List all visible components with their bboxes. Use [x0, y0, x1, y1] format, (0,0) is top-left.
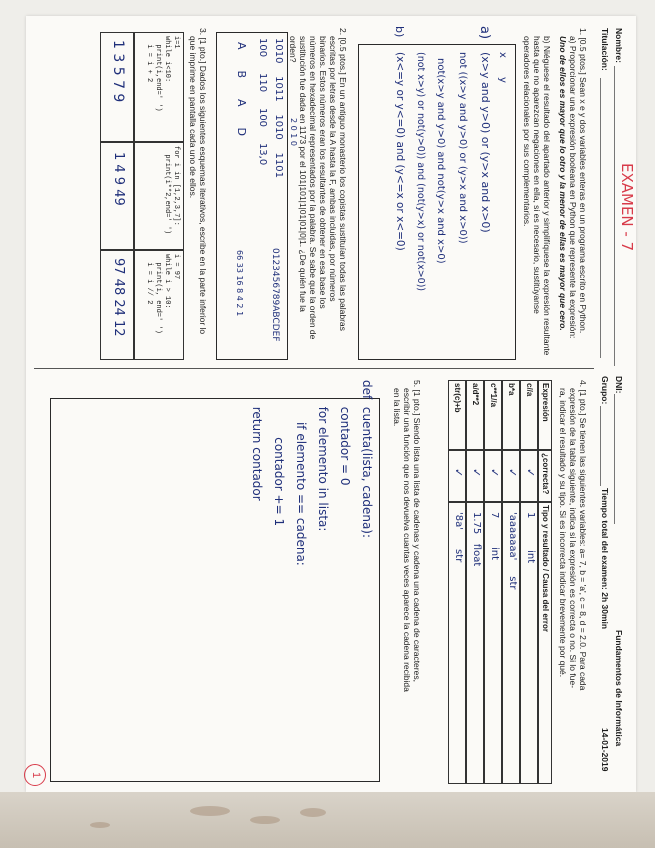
answer-b-line1: not ((x>y and y>0) or (y>x and x>0)) — [457, 52, 468, 244]
q5-line2: escribir una función que nos devuelva cuantas veces aparece la cadena recibida — [402, 388, 412, 692]
q4-result: '8a' str — [453, 512, 464, 563]
q2-hand-letters: A B A D — [235, 42, 248, 137]
answer-xy: x y — [497, 52, 508, 83]
q2-hand-hex: 0123456789ABCDEF — [270, 248, 280, 342]
q2-line1: 2. [0.5 ptos.] En un antiguo monasterio los copistas sustituían todas las palabras — [338, 28, 348, 331]
dni-label: DNI: — [614, 376, 624, 394]
q3-line1: 3. [1 pto.] Dados los siguientes esquemas iterativos, escribe en la parte inferior lo — [198, 28, 208, 335]
q1-line1: 1. [0.5 ptos.] Sean x e y dos variables enteras en un programa escrito en Python. — [578, 28, 588, 334]
q3-code-1: i=1 while i<10: print(i,end=' ') i = i + 2 — [145, 36, 180, 112]
q4-table — [432, 380, 552, 784]
q1-b-line1: b) Niéguese el resultado del apartado anterior y simplifíquese la expresión resultante — [542, 36, 552, 356]
answer-b-line2: not(x>y and y>0) and not(y>x and x>0) — [435, 58, 446, 264]
nombre-label: Nombre: — [614, 28, 624, 63]
q1-b-line2: hasta que no aparezcan negaciones en ella, si es necesario, sustitúyanse — [532, 36, 542, 314]
q4-line2: expresión de la tabla siguiente, indica si la expresión es correcta o no. Si lo fue- — [568, 388, 578, 689]
q4-correct-mark: ✓ — [506, 468, 519, 478]
q4-result: 1.75 float — [471, 512, 482, 567]
q3-code-2: for i in [1,2,3,7]: print(i**2,end=' ') — [163, 146, 180, 235]
q4-header-text: ¿correcta? — [541, 453, 550, 495]
q2-hand-top: 2 0 1 0 — [289, 118, 298, 146]
q3-output-3: 97 48 24 12 — [111, 258, 126, 337]
answer-a-line1: (x>y and y>0) or (y>x and x>0) — [479, 52, 492, 233]
q3-output-1: 1 3 5 7 9 — [110, 40, 126, 103]
tiempo-total: Tiempo total del examen: 2h 30min — [600, 488, 610, 630]
floor-background — [0, 792, 655, 848]
answer-b-line4: (x<=y or y<=0) and (y<=x or x<=0) — [394, 52, 406, 251]
q1-line2: a) Proporcionar una expresión booleana en Python que represente la expresión: — [568, 36, 578, 339]
q2-hand-powers: 66 33 16 8 4 2 1 — [235, 250, 244, 317]
answer-b-label: b) — [393, 26, 406, 38]
q1-b-line3: operadores relacionales por sus complementarios. — [522, 36, 532, 227]
q4-correct-mark: ✓ — [524, 468, 537, 478]
q4-expression: c//a — [525, 383, 534, 397]
q4-header-text: Expresión — [541, 383, 550, 422]
q4-line1: 4. [1 pto.] Se tienen las siguientes variables: a= 7, b = 'a', c = 8, d = 2.0. Para cada — [578, 380, 588, 691]
exam-sheet — [24, 18, 634, 794]
q4-header-text: Tipo y resultado / Causa del error — [541, 505, 550, 632]
q4-expression: a/d**2 — [471, 383, 480, 406]
q4-expression: b*a — [507, 383, 516, 396]
exam-title: EXAMEN - 7 — [618, 163, 636, 252]
q2-line3: binarios. Estos números eran los resultantes de obtener en esa base los — [318, 36, 328, 309]
grupo-label: Grupo: — [600, 376, 610, 405]
q2-line6: orden? — [288, 36, 298, 63]
course-name: Fundamentos de Informática — [614, 630, 624, 747]
q3-line2: que imprime en pantalla cada uno de ellos. — [188, 36, 198, 199]
q5-line3: en la lista. — [392, 388, 402, 427]
q2-line2: escritas por letras desde la A hasta la F, ambas incluidas, por números — [328, 36, 338, 302]
q4-expression: c**1//a — [489, 383, 498, 408]
q4-correct-mark: ✓ — [452, 468, 465, 478]
q2-hand-values: 100 110 100 13,0 — [257, 38, 268, 166]
q4-correct-mark: ✓ — [488, 468, 501, 478]
answer-a-label: a) — [477, 26, 492, 40]
exam-date: 14-01-2019 — [600, 728, 610, 772]
q3-code-3: i = 97 while i > 10: print(i, end=' ') i = i // 2 — [145, 254, 180, 334]
titulacion-label: Titulación: — [600, 28, 610, 71]
q2-line5: sustitución fue dada en 1173 por el 101|101|1|01|01|0|1. ¿De quién fue la — [298, 36, 308, 312]
q4-result: 7 int — [489, 512, 500, 561]
page-number: 1 — [24, 764, 46, 786]
q1-line3: Uno de ellos es mayor que lo otro y la menor de ellas es mayor que cero. — [558, 36, 568, 331]
q4-line3: ra, indicar el resultado y su tipo. Si es incorrecta indicar brevemente por qué. — [558, 388, 568, 678]
q4-result: 1 int — [525, 512, 536, 564]
q3-output-2: 1 4 9 49 — [111, 152, 126, 206]
q2-line4: números en hexadecimal representados por la palabra. Se sabe que la orden de — [308, 36, 318, 340]
answer-b-line3: (not x>y) or not(y>0)) and (not(y>x) or not(x>0)) — [415, 52, 426, 292]
q5-line1: 5. [1 pto.] Siendo lista una lista de cadenas y cadena una cadena de caracteres, — [412, 380, 422, 682]
q4-result: 'aaaaaaa' str — [507, 512, 518, 590]
q2-hand-bits: 1010 1011 1010 1101 — [273, 38, 284, 178]
q4-expression: str(c)+b — [453, 383, 462, 413]
q5-function-code: def cuenta(lista, cadena): contador = 0 for elemento in lista: if elemento == cadena: contador += 1 return contador — [250, 380, 374, 566]
q4-correct-mark: ✓ — [470, 468, 483, 478]
